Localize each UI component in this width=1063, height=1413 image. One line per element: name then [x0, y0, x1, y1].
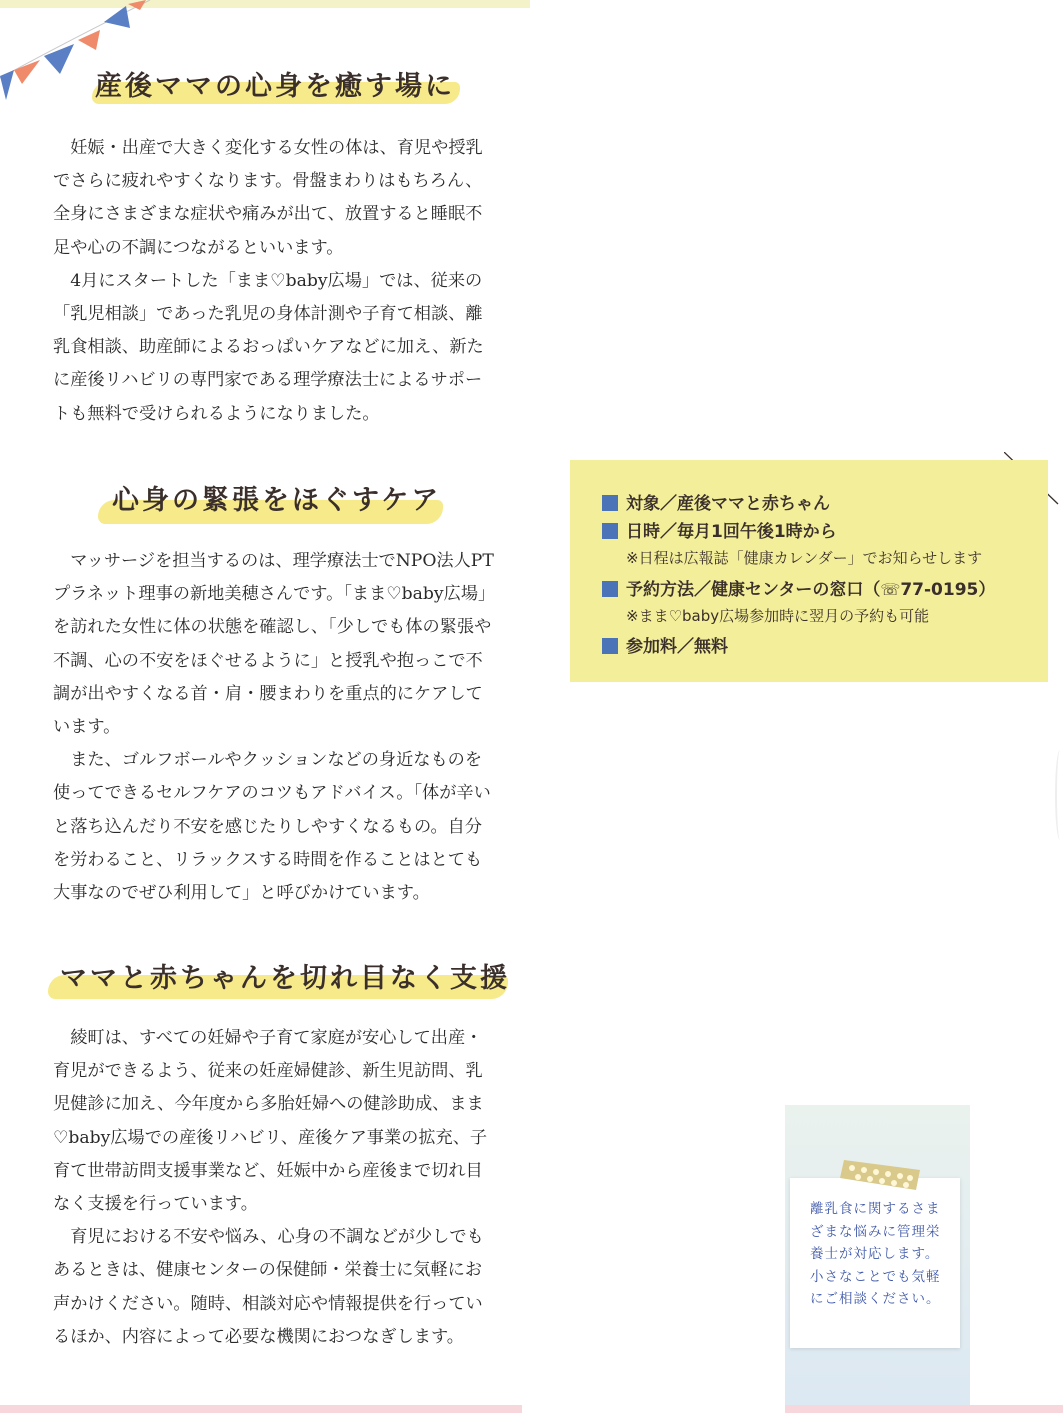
bottom-decor-strip: [785, 1405, 1063, 1413]
info-target: 対象／産後ママと赤ちゃん: [626, 494, 830, 514]
square-bullet-icon: [602, 495, 618, 511]
tape-decoration: [840, 1156, 922, 1192]
photo-caption: 離乳食に関するさまざまな悩みに管理栄養士が対応します。小さなことでも気軽にご相談ください。: [810, 1201, 941, 1307]
phone-icon: ☏: [880, 580, 901, 599]
event-info-box: [570, 460, 1048, 682]
photo-caption-card: [790, 1178, 960, 1348]
info-reservation-note: ※まま♡baby広場参加時に翌月の予約も可能: [626, 607, 930, 625]
section3-heading: ママと赤ちゃんを切れ目なく支援: [60, 963, 510, 994]
info-fee-row: [602, 632, 728, 657]
section1-heading: 産後ママの心身を癒す場に: [95, 71, 455, 102]
info-datetime: 日時／毎月1回午後1時から: [626, 522, 837, 542]
square-bullet-icon: [602, 523, 618, 539]
section2-paragraph: また、ゴルフボールやクッションなどの身近なものを使ってできるセルフケアのコツもアドバイス。「体が辛いと落ち込んだり不安を感じたりしやすくなるもの。自分を労わること、リラックスする時間を作ることはとても大事なのでぜひ利用して」と呼びかけています。: [53, 750, 491, 904]
section2-paragraph: マッサージを担当するのは、理学療法士でNPO法人PTプラネット理事の新地美穂さんです。「まま♡baby広場」を訪れた女性に体の状態を確認し、「少しでも体の緊張や不調、心の不安をほぐせるように」と授乳や抱っこで不調が出やすくなる首・肩・腰まわりを重点的にケアしています。: [53, 551, 496, 738]
square-bullet-icon: [602, 581, 618, 597]
section3-paragraph: 育児における不安や悩み、心身の不調などが少しでもあるときは、健康センターの保健師・栄養士に気軽にお声かけください。随時、相談対応や情報提供を行っているほか、内容によって必要な機関におつなぎします。: [53, 1227, 484, 1347]
section1-body: [53, 132, 499, 431]
decorative-curve: [1055, 750, 1063, 840]
info-reservation-end: ）: [978, 580, 996, 600]
info-phone: 77-0195: [900, 580, 979, 600]
section1-paragraph: 妊娠・出産で大きく変化する女性の体は、育児や授乳でさらに疲れやすくなります。骨盤まわりはもちろん、全身にさまざまな症状や痛みが出て、放置すると睡眠不足や心の不調につながるといいます。: [53, 138, 483, 258]
info-fee: 参加料／無料: [626, 637, 728, 657]
section3-paragraph: 綾町は、すべての妊婦や子育て家庭が安心して出産・育児ができるよう、従来の妊産婦健診、新生児訪問、乳児健診に加え、今年度から多胎妊婦への健診助成、まま♡baby広場での産後リハビリ、産後ケア事業の拡充、子育て世帯訪問支援事業など、妊娠中から産後まで切れ目なく支援を行っています。: [53, 1028, 488, 1215]
square-bullet-icon: [602, 638, 618, 654]
section2-body: [53, 545, 499, 910]
info-datetime-row: [602, 517, 837, 542]
info-reservation-row: [602, 575, 995, 600]
section1-paragraph: 4月にスタートした「まま♡baby広場」では、従来の「乳児相談」であった乳児の身体計測や子育て相談、離乳食相談、助産師によるおっぱいケアなどに加え、新たに産後リハビリの専門家である理学療法士によるサポートも無料で受けられるようになりました。: [53, 270, 484, 424]
section2-heading: 心身の緊張をほぐすケア: [112, 485, 442, 516]
section3-body: [53, 1022, 499, 1354]
info-target-row: [602, 489, 830, 514]
info-datetime-note: ※日程は広報誌「健康カレンダー」でお知らせします: [626, 549, 983, 567]
bottom-decor-strip: [0, 1405, 522, 1413]
info-reservation-label: 予約方法／健康センターの窓口（: [626, 580, 881, 600]
